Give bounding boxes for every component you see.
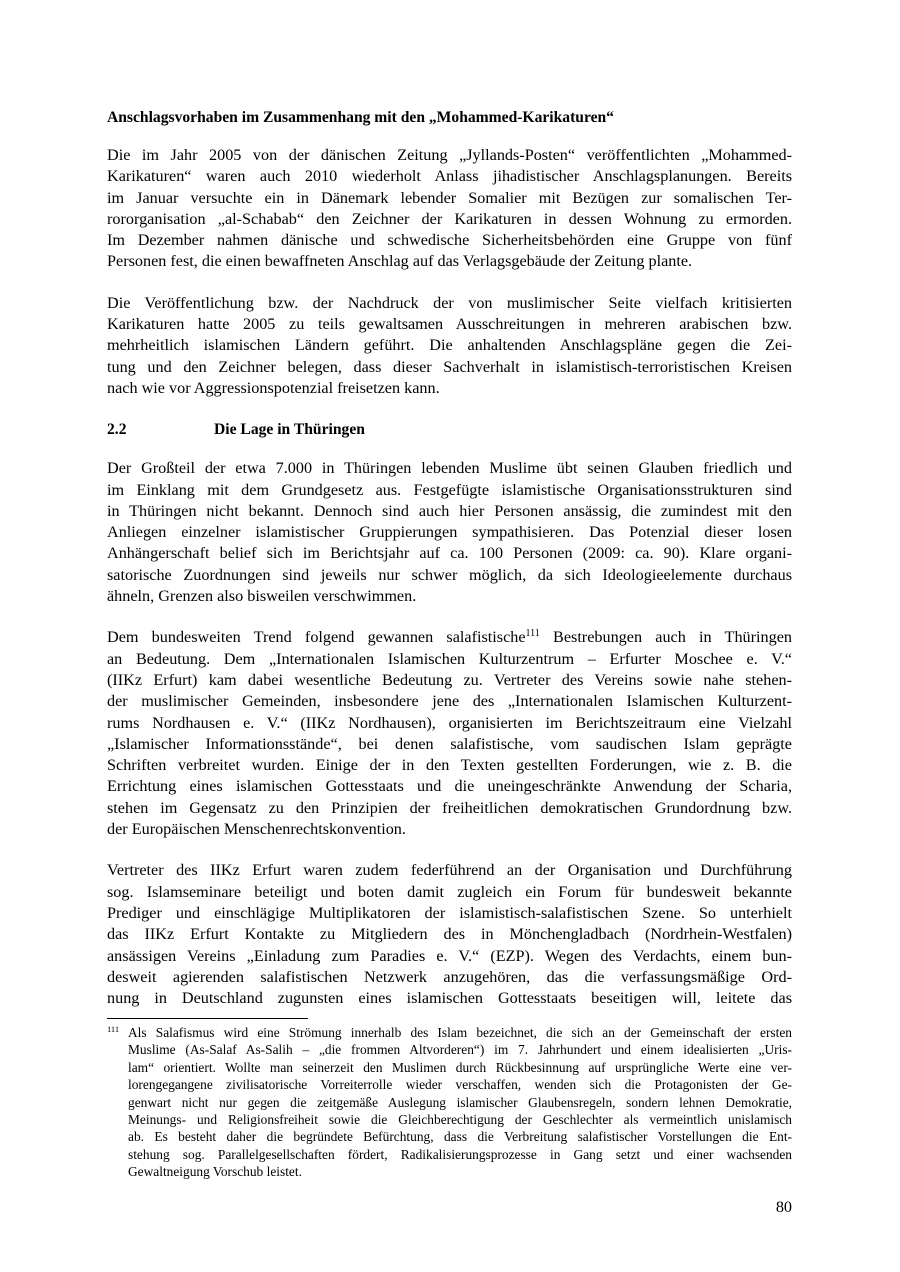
text-line: nung in Deutschland zugunsten eines islamischen Gottesstaats beseitigen will, leitete das	[107, 989, 792, 1008]
text-line: Schriften verbreitet wurden. Einige der in den Texten gestellten Forderungen, wie z. B. die	[107, 756, 792, 775]
footnote-line: stehung sog. Parallelgesellschaften fördert, Radikalisierungsprozesse in Gang setzt und einer wachsenden	[128, 1146, 792, 1162]
text-line: Der Großteil der etwa 7.000 in Thüringen lebenden Muslime übt seinen Glauben friedlich und	[107, 459, 792, 478]
footnote-line: lam“ orientiert. Wollte man seinerzeit den Muslimen durch Rückbesinnung auf ursprüngliche Werte eine ver-	[128, 1059, 792, 1075]
text-line: der muslimischer Gemeinden, insbesondere jene des „Internationalen Islamischen Kulturzent-	[107, 692, 792, 711]
footnote-line: lorengegangene zivilisatorische Vorreiterrolle wieder verschaffen, wenden sich die Protagonisten der Ge-	[128, 1077, 792, 1093]
text-line: ansässigen Vereins „Einladung zum Paradies e. V.“ (EZP). Wegen des Verdachts, einem bun-	[107, 946, 792, 965]
text-line: tung und den Zeichner belegen, dass dieser Sachverhalt in islamistisch-terroristischen Kreisen	[107, 357, 792, 376]
text-line: an Bedeutung. Dem „Internationalen Islamischen Kulturzentrum – Erfurter Moschee e. V.“	[107, 649, 792, 668]
page-number: 80	[775, 1198, 792, 1216]
footnote-line: Als Salafismus wird eine Strömung innerhalb des Islam bezeichnet, die sich an der Gemeinschaft der ersten	[128, 1025, 792, 1040]
text-line: satorische Zuordnungen sind jeweils nur schwer möglich, da sich Ideologieelemente durchaus	[107, 565, 792, 584]
text-line: „Islamischer Informationsstände“, bei denen salafistische, vom saudischen Islam geprägte	[107, 734, 792, 753]
footnote-line: Meinungs- und Religionsfreiheit sowie die Gleichberechtigung der Geschlechter als vermeintlich unislamisch	[128, 1111, 792, 1127]
text-line: Die Veröffentlichung bzw. der Nachdruck der von muslimischer Seite vielfach kritisierten	[107, 293, 792, 312]
footnote-marker: 111	[107, 1024, 120, 1034]
footnote	[107, 1024, 792, 1181]
text-line: rororganisation „al-Schabab“ den Zeichner der Karikaturen in dessen Wohnung zu ermorden.	[107, 209, 792, 228]
text-line: stehen im Gegensatz zu den Prinzipien der freiheitlichen demokratischen Grundordnung bzw.	[107, 798, 792, 817]
text-line: Vertreter des IIKz Erfurt waren zudem federführend an der Organisation und Durchführung	[107, 861, 792, 880]
footnote-line: ab. Es besteht daher die begründete Befürchtung, dass die Verbreitung salafistischer Vorstellungen die Ent-	[128, 1129, 792, 1145]
text-fragment: Bestrebungen auch in Thüringen	[539, 628, 792, 647]
text-line: Personen fest, die einen bewaffneten Anschlag auf das Verlagsgebäude der Zeitung plante.	[107, 252, 693, 271]
text-line: im Einklang mit dem Grundgesetz aus. Festgefügte islamistische Organisationsstrukturen sind	[107, 480, 792, 499]
section-title: Die Lage in Thüringen	[214, 421, 365, 439]
text-line: im Januar versuchte ein in Dänemark lebender Somalier mit Bezügen zur somalischen Ter-	[107, 188, 792, 207]
text-line: Karikaturen“ waren auch 2010 wiederholt Anlass jihadistischer Anschlagsplanungen. Bereits	[107, 167, 792, 186]
text-line	[107, 627, 792, 648]
text-line: Karikaturen hatte 2005 zu teils gewaltsamen Ausschreitungen in mehreren arabischen bzw.	[107, 315, 792, 334]
paragraph-4	[107, 627, 792, 840]
text-line: in Thüringen nicht bekannt. Dennoch sind auch hier Personen ansässig, die zumindest mit den	[107, 501, 792, 520]
text-line: Anliegen einzelner islamistischer Gruppierungen sympathisieren. Das Potenzial dieser losen	[107, 523, 792, 542]
text-line: mehrheitlich islamischen Ländern geführt. Die anhaltenden Anschlagspläne gegen die Zei-	[107, 336, 792, 355]
page-body	[107, 107, 792, 1029]
text-line: Prediger und einschlägige Multiplikatoren der islamistisch-salafistischen Szene. So unterhielt	[107, 903, 792, 922]
text-line: nach wie vor Aggressionspotenzial freisetzen kann.	[107, 378, 440, 397]
text-line: (IIKz Erfurt) kam dabei wesentliche Bedeutung zu. Vertreter des Vereins sowie nahe stehen-	[107, 670, 792, 689]
text-line: rums Nordhausen e. V.“ (IIKz Nordhausen), organisierten im Berichtszeitraum eine Vielzahl	[107, 713, 792, 732]
text-line: sog. Islamseminare beteiligt und boten damit zugleich ein Forum für bundesweit bekannte	[107, 882, 792, 901]
paragraph-1	[107, 145, 792, 273]
text-line: desweit agierenden salafistischen Netzwerk anzugehören, das die verfassungsmäßige Ord-	[107, 967, 792, 986]
footnote-line: genwart nicht nur gegen die zeitgemäße Auslegung islamischer Glaubensregeln, sondern lehnen Demokratie,	[128, 1094, 792, 1110]
footnote-line: Gewaltneigung Vorschub leistet.	[128, 1164, 302, 1180]
text-line: der Europäischen Menschenrechtskonvention.	[107, 820, 406, 839]
paragraph-2	[107, 293, 792, 399]
subsection-heading: Anschlagsvorhaben im Zusammenhang mit den „Mohammed-Karikaturen“	[107, 109, 614, 126]
text-line: ähneln, Grenzen also bisweilen verschwimmen.	[107, 587, 417, 606]
text-line: Anhängerschaft belief sich im Berichtsjahr auf ca. 100 Personen (2009: ca. 90). Klare organi-	[107, 544, 792, 563]
footnote-body	[128, 1024, 792, 1181]
text-line: Im Dezember nahmen dänische und schwedische Sicherheitsbehörden eine Gruppe von fünf	[107, 231, 792, 250]
paragraph-5	[107, 860, 792, 1009]
text-line: das IIKz Erfurt Kontakte zu Mitgliedern des in Mönchengladbach (Nordrhein-Westfalen)	[107, 925, 792, 944]
text-fragment: Dem bundesweiten Trend folgend gewannen salafistische	[107, 628, 526, 647]
text-line: Die im Jahr 2005 von der dänischen Zeitung „Jyllands-Posten“ veröffentlichten „Mohammed-	[107, 146, 792, 164]
footnote-separator	[107, 1018, 308, 1019]
section-heading	[107, 419, 792, 440]
text-line: Errichtung eines islamischen Gottesstaats und die uneingeschränkte Anwendung der Scharia,	[107, 777, 792, 796]
footnote-reference[interactable]: 111	[525, 628, 540, 640]
paragraph-3	[107, 458, 792, 607]
footnote-line: Muslime (As-Salaf As-Salih – „die frommen Altvorderen“) im 7. Jahrhundert und einem idealisierten „Uris-	[128, 1042, 792, 1058]
section-number: 2.2	[107, 421, 127, 439]
